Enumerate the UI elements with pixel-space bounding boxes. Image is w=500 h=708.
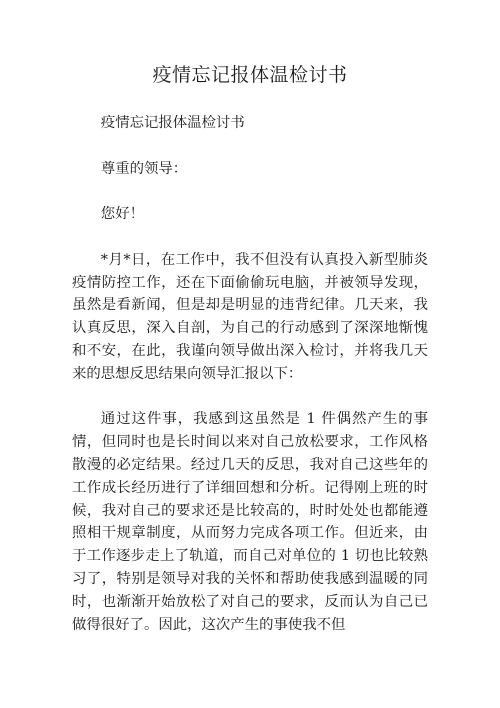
body-paragraph-1: *月*日，在工作中，我不但没有认真投入新型肺炎疫情防控工作，还在下面偷偷玩电脑，并被领导发现，虽然是看新闻，但是却是明显的违背纪律。几天来，我认真反思，深入自剖，为自己的行动感到了深深地惭愧和不安，在此，我谨向领导做出深入检讨，并将我几天来的思想反思结果向领导汇报以下：	[72, 251, 428, 382]
body-paragraph-2: 通过这件事，我感到这虽然是 1 件偶然产生的事情，但同时也是长时间以来对自己放松要求，工作风格散漫的必定结果。经过几天的反思，我对自己这些年的工作成长经历进行了详细回想和分析。记得刚上班的时候，我对自己的要求还是比较高的，时时处处也都能遵照相干规章制度，从而努力完成各项工作。但近来，由于工作逐步走上了轨道，而自己对单位的 1 切也比较熟习了，特别是领导对我的关怀和帮助使我感到温暖的同时，也渐渐开始放松了对自己的要求，反而认为自己已做得很好了。因此，这次产生的事使我不但	[72, 411, 428, 633]
document-title: 疫情忘记报体温检讨书	[152, 64, 348, 86]
document-subtitle: 疫情忘记报体温检讨书	[100, 115, 245, 131]
greeting: 您好！	[100, 206, 144, 223]
document-body	[72, 112, 428, 659]
salutation: 尊重的领导：	[100, 160, 188, 177]
